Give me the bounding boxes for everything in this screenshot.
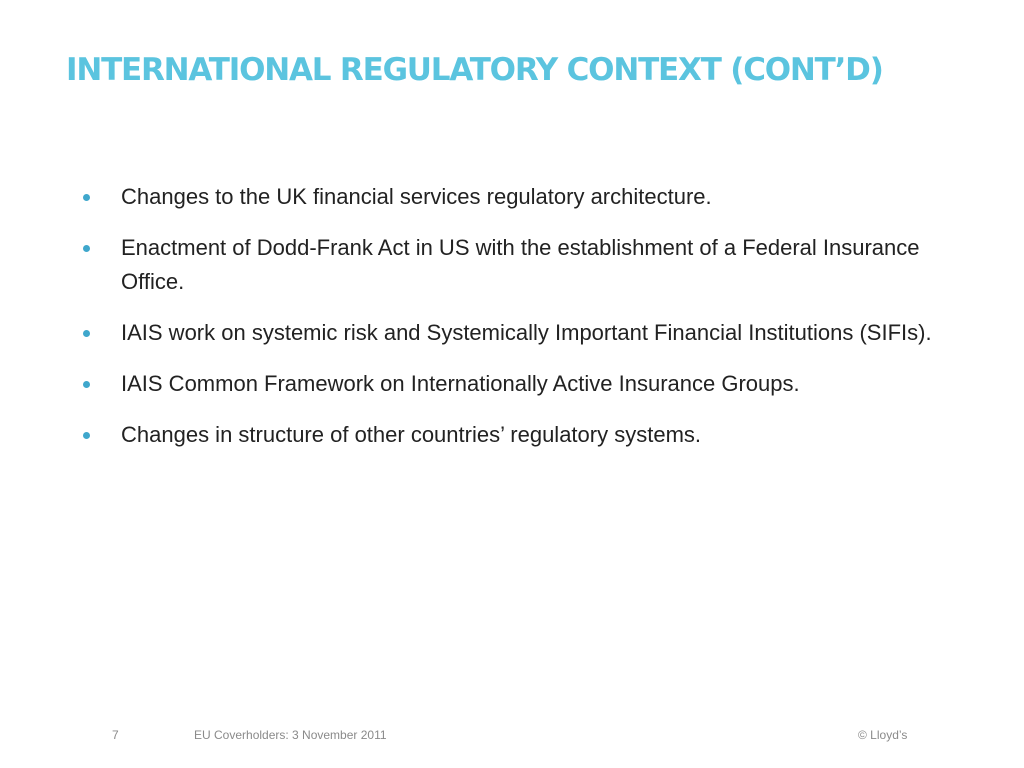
- bullet-dot-icon: [83, 330, 90, 337]
- bullet-item: [82, 180, 942, 214]
- bullet-list: [82, 180, 942, 469]
- bullet-text: Changes to the UK financial services regulatory architecture.: [121, 184, 712, 209]
- bullet-item: [82, 367, 942, 401]
- footer-page-number: 7: [112, 728, 119, 742]
- bullet-text: IAIS Common Framework on Internationally Active Insurance Groups.: [121, 371, 800, 396]
- bullet-dot-icon: [83, 381, 90, 388]
- bullet-dot-icon: [83, 245, 90, 252]
- bullet-text: Changes in structure of other countries’ regulatory systems.: [121, 422, 702, 447]
- slide-title: INTERNATIONAL REGULATORY CONTEXT (CONT’D): [66, 52, 883, 88]
- bullet-item: [82, 418, 942, 452]
- bullet-item: [82, 231, 942, 299]
- bullet-text: Enactment of Dodd-Frank Act in US with the establishment of a Federal Insurance Office.: [121, 235, 920, 294]
- bullet-dot-icon: [83, 432, 90, 439]
- bullet-item: [82, 316, 942, 350]
- footer-copyright: © Lloyd’s: [858, 728, 908, 742]
- footer-event-text: EU Coverholders: 3 November 2011: [194, 728, 387, 742]
- bullet-dot-icon: [83, 194, 90, 201]
- bullet-text: IAIS work on systemic risk and Systemically Important Financial Institutions (SIFIs).: [121, 320, 932, 345]
